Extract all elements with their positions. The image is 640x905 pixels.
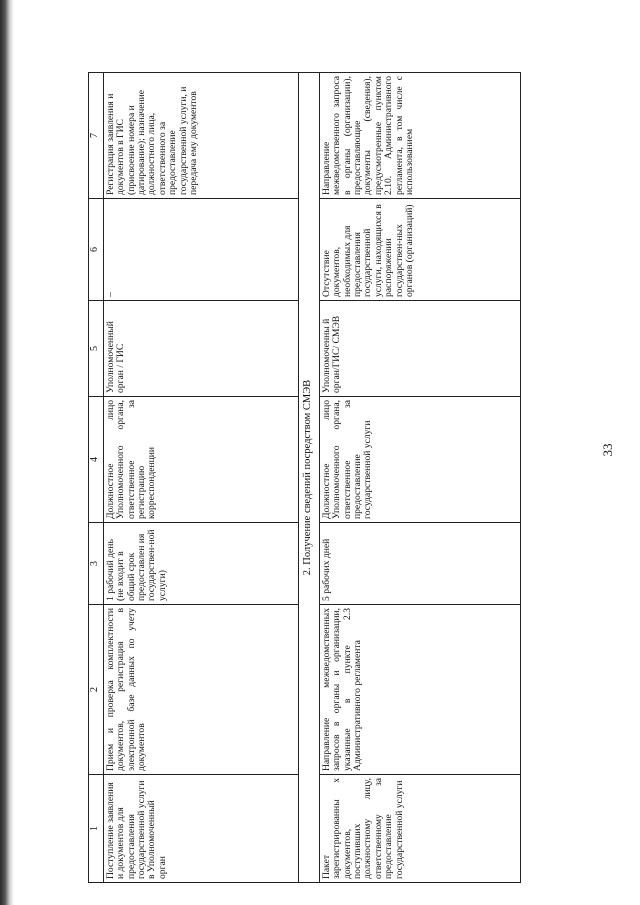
section-title: 2. Получение сведений посредством СМЭВ <box>299 73 320 883</box>
header-cell-3: 3 <box>89 523 104 605</box>
row2-cell-3: 5 рабочих дней <box>320 523 521 605</box>
header-cell-4: 4 <box>89 397 104 523</box>
page-number: 33 <box>600 443 615 457</box>
row2-cell-7: Направление межведомственного запроса в органы (организации), предоставляющие документы (сведения), предусмотренные пунктом 2.10. Административного регламента, в том числе с использованием <box>320 73 521 199</box>
row2-cell-6: Отсутствие документов, необходимых для предоставления государственной услуги, находящихся в распоряжении государствен-ных органов (организаций) <box>320 199 521 301</box>
section-row <box>299 73 320 883</box>
row1-cell-2: Прием и проверка комплектности документов, регистрация в электронной базе данных по учету документов <box>104 605 299 775</box>
row2-cell-1: Пакет зарегистрированны х документов, поступивших должностному лицу, ответственному за предоставление государственной услуги <box>320 775 521 883</box>
header-row <box>89 73 104 883</box>
row2-cell-2: Направление межведомственных запросов в органы и организации, указанные в пункте 2.3 Административного регламента <box>320 605 521 775</box>
row2-cell-5: Уполномоченны й орган/ГИС/ СМЭВ <box>320 301 521 397</box>
row1-cell-3: 1 рабочий день (не входит в общий срок предоставлен ия государствен-ной услуги) <box>104 523 299 605</box>
row2-cell-4: Должностное лицо Уполномоченного органа, ответственное за предоставление государственной услуги <box>320 397 521 523</box>
row1-cell-1: Поступление заявления и документов для предоставления государственной услуги в Уполномоченный орган <box>104 775 299 883</box>
table-row <box>104 73 299 883</box>
row1-cell-4: Должностное лицо Уполномоченного органа, ответственное за регистрацию корреспонденции <box>104 397 299 523</box>
row1-cell-6: – <box>104 199 299 301</box>
row1-cell-7: Регистрация заявления и документов в ГИС (присвоение номера и датирование); назначение должностного лица, ответственного за предоставление государственной услуги, и передача ему документов <box>104 73 299 199</box>
header-cell-6: 6 <box>89 199 104 301</box>
header-cell-1: 1 <box>89 775 104 883</box>
header-cell-5: 5 <box>89 301 104 397</box>
row1-cell-5: Уполномоченный орган / ГИС <box>104 301 299 397</box>
header-cell-2: 2 <box>89 605 104 775</box>
process-table <box>88 72 521 883</box>
table-row <box>320 73 521 883</box>
header-cell-7: 7 <box>89 73 104 199</box>
